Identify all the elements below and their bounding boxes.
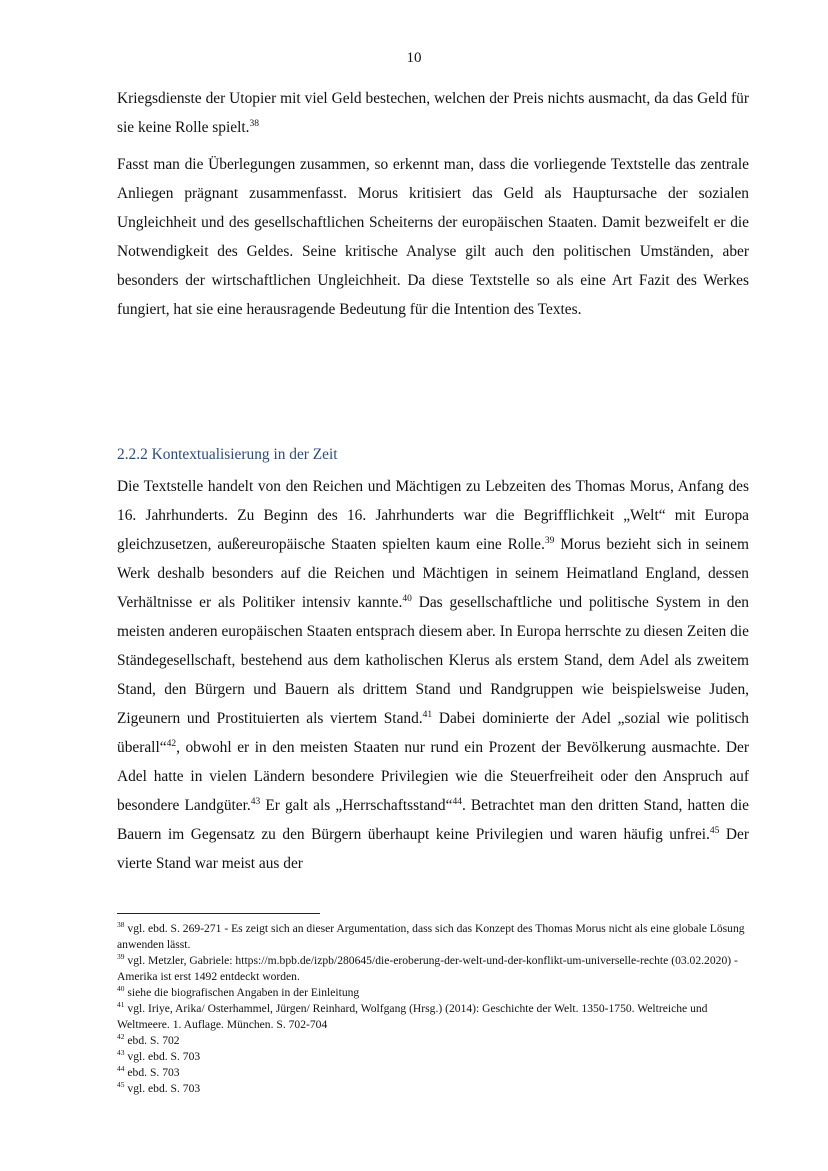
footnote-marker: 45 xyxy=(709,825,720,836)
footnote: $^{43}$ vgl. ebd. S. 703 xyxy=(117,1048,201,1063)
paragraph-2-text: Fasst man die Überlegungen zusammen, so erkennt man, dass die vorliegende Textstelle das zentrale Anliegen prägnant zusammenfasst. Morus kritisiert das Geld als Hauptursache der sozialen Ungleichheit und des gesellschaftlichen Scheiterns der europäischen Staaten. Damit bezweifelt er die Notwendigkeit des Geldes. Seine kritische Analyse gilt auch den politischen Umständen, aber besonders der wirtschaftlichen Ungleichheit. Da diese Textstelle so als eine Art Fazit des Werkes fungiert, hat sie eine herausragende Bedeutung für die Intention des Textes. xyxy=(117,156,749,318)
paragraph-3-text xyxy=(117,472,749,878)
footnote: $^{45}$ vgl. ebd. S. 703 xyxy=(117,1080,201,1095)
footnote: $^{42}$ ebd. S. 702 xyxy=(117,1032,180,1047)
page-number: 10 xyxy=(406,50,422,66)
paragraph-1-text xyxy=(117,84,749,142)
text-run: Morus bezieht sich in seinem Werk deshalb besonders auf die Reichen und Mächtigen in seinem Heimatland England, dessen Verhältnisse er als Politiker intensiv kannte. xyxy=(117,536,749,611)
paragraph-2 xyxy=(117,150,749,324)
text-run: Dabei dominierte der Adel „sozial wie politisch überall“ xyxy=(117,710,749,756)
text-run: Kriegsdienste der Utopier mit viel Geld bestechen, welchen der Preis nichts ausmacht, da das Geld für sie keine Rolle spielt. xyxy=(117,90,749,136)
footnote-divider xyxy=(117,913,320,914)
footnote: $^{38}$ vgl. ebd. S. 269-271 - Es zeigt sich an dieser Argumentation, dass sich das Konzept des Thomas Morus nicht als eine globale Lösung anwenden lässt. xyxy=(117,920,745,951)
footnote-marker: 39 xyxy=(544,535,555,546)
footnote: $^{39}$ vgl. Metzler, Gabriele: https://m.bpb.de/izpb/280645/die-eroberung-der-welt-und-der-konflikt-um-universelle-rechte (03.02.2020) - Amerika ist erst 1492 entdeckt worden. xyxy=(117,952,738,983)
footnote-marker: 44 xyxy=(452,796,462,807)
footnote: $^{40}$ siehe die biografischen Angaben in der Einleitung xyxy=(117,984,360,999)
footnote-marker: 40 xyxy=(402,593,412,604)
paragraph-1 xyxy=(117,84,749,142)
text-run: Das gesellschaftliche und politische System in den meisten anderen europäischen Staaten entsprach diesem aber. In Europa herrschte zu diesen Zeiten die Ständegesellschaft, bestehend aus dem katholischen Klerus als erstem Stand, dem Adel als zweitem Stand, den Bürgern und Bauern als drittem Stand und Randgruppen wie beispielsweise Juden, Zigeunern und Prostituierten als viertem Stand. xyxy=(117,594,749,727)
footnote: $^{41}$ vgl. Iriye, Arika/ Osterhammel, Jürgen/ Reinhard, Wolfgang (Hrsg.) (2014): Geschichte der Welt. 1350-1750. Weltreiche und Weltmeere. 1. Auflage. München. S. 702-704 xyxy=(117,1000,708,1031)
paragraph-3 xyxy=(117,472,749,878)
text-run: . Betrachtet man den dritten Stand, hatten die Bauern im Gegensatz zu den Bürgern überhaupt keine Privilegien und waren häufig unfrei. xyxy=(117,797,749,843)
text-run: Der vierte Stand war meist aus der xyxy=(117,826,749,872)
text-run: Er galt als „Herrschaftsstand“ xyxy=(260,797,453,814)
footnote-marker: 43 xyxy=(250,796,261,807)
footnote-marker: 42 xyxy=(166,738,177,749)
text-run: Die Textstelle handelt von den Reichen und Mächtigen zu Lebzeiten des Thomas Morus, Anfang des 16. Jahrhunderts. Zu Beginn des 16. Jahrhunderts war die Begrifflichkeit „Welt“ mit Europa gleichzusetzen, außereuropäische Staaten spielten kaum eine Rolle. xyxy=(117,478,749,553)
footnotes xyxy=(117,921,757,1097)
footnote-marker: 38 xyxy=(249,118,260,129)
footnote-marker: 41 xyxy=(422,709,433,720)
text-run: , obwohl er in den meisten Staaten nur rund ein Prozent der Bevölkerung ausmachte. Der Adel hatte in vielen Ländern besondere Privilegien wie die Steuerfreiheit oder den Anspruch auf besondere Landgüter. xyxy=(117,739,749,814)
section-heading: 2.2.2 Kontextualisierung in der Zeit xyxy=(117,446,338,463)
footnote: $^{44}$ ebd. S. 703 xyxy=(117,1064,180,1079)
